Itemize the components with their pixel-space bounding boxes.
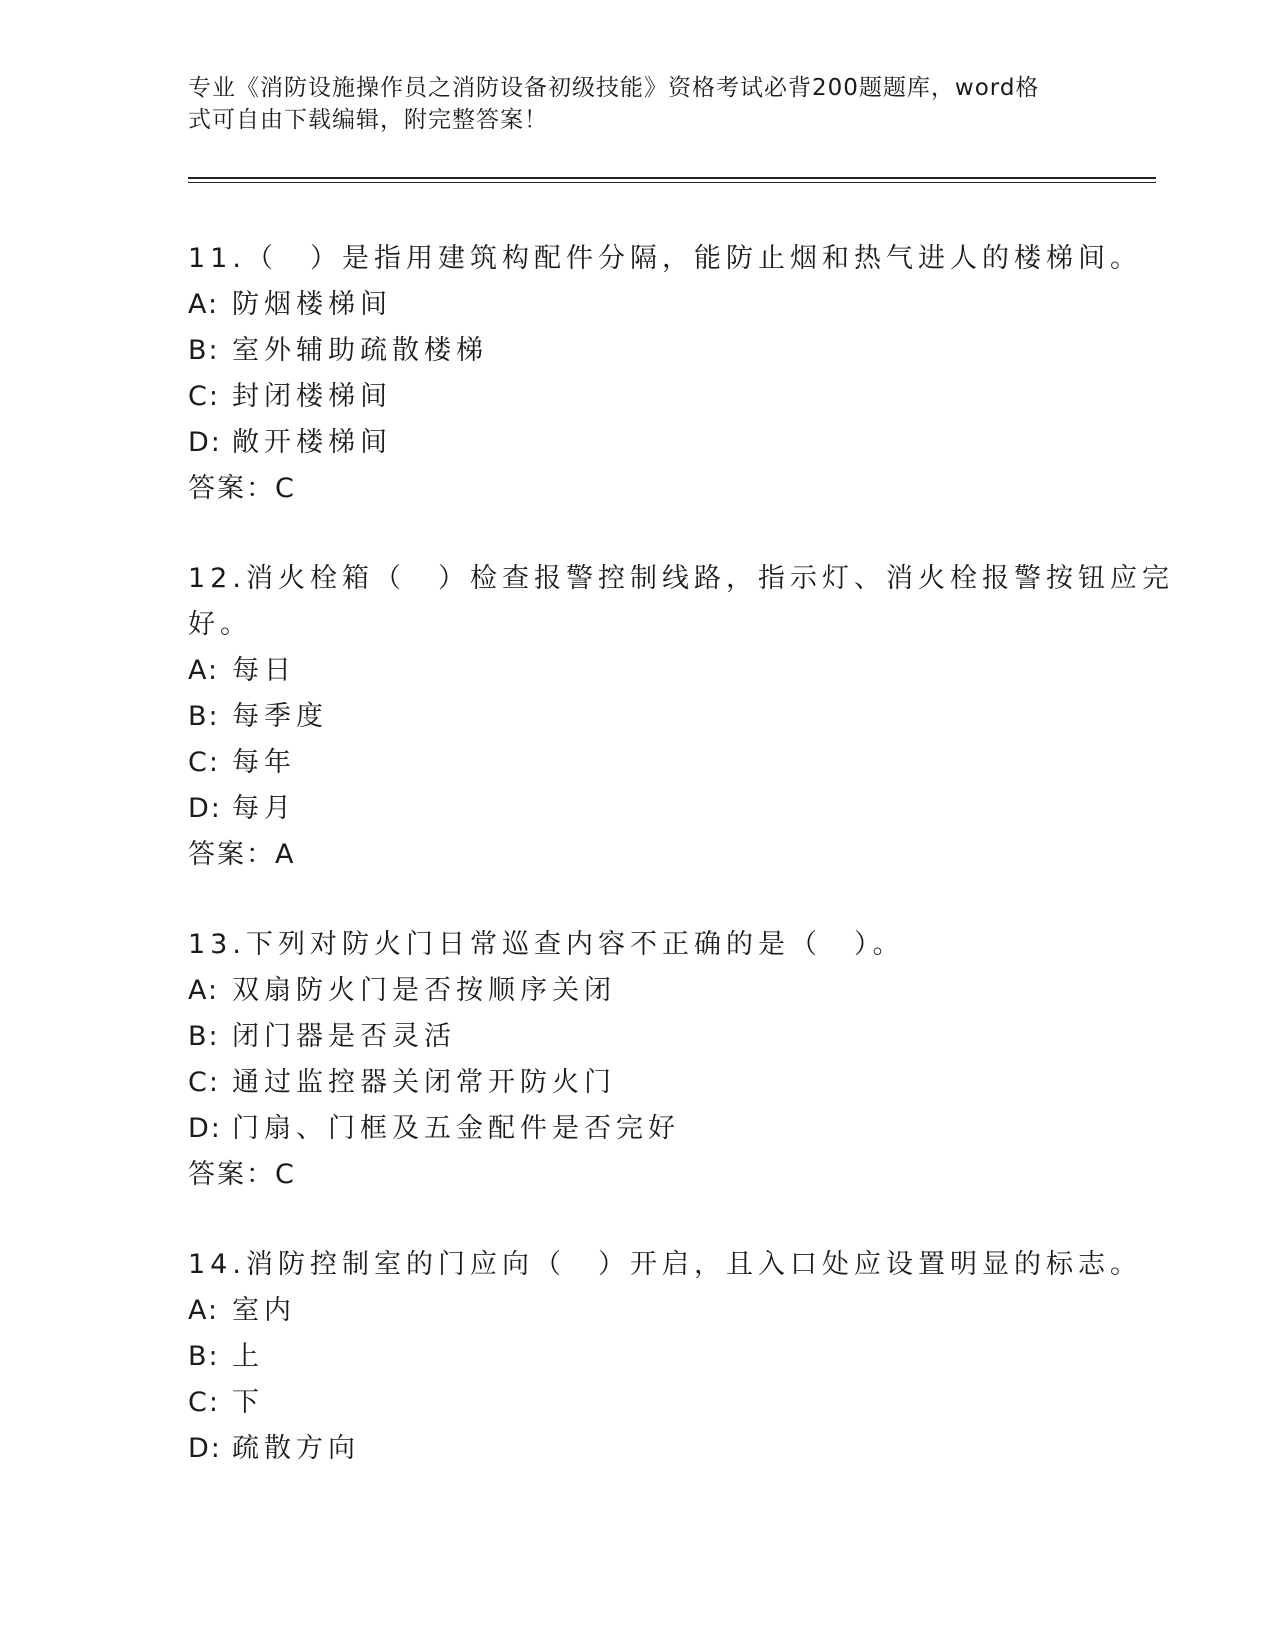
option-key: C: — [188, 747, 220, 778]
document-header — [188, 72, 1088, 136]
question-stem — [188, 1242, 1142, 1288]
option-d — [188, 1426, 1088, 1472]
option-key: D: — [188, 427, 222, 458]
option-text: 上 — [232, 1341, 264, 1372]
option-key: D: — [188, 793, 222, 824]
question-14 — [188, 1242, 1142, 1472]
option-text: 双扇防火门是否按顺序关闭 — [232, 975, 616, 1006]
option-c — [188, 1060, 1088, 1106]
option-text: 每月 — [232, 793, 296, 824]
option-text: 通过监控器关闭常开防火门 — [232, 1067, 616, 1098]
option-a — [188, 968, 1088, 1014]
option-a — [188, 1288, 1088, 1334]
option-text: 敞开楼梯间 — [232, 427, 392, 458]
option-text: 防烟楼梯间 — [232, 289, 392, 320]
option-a — [188, 282, 1088, 328]
option-b — [188, 328, 1088, 374]
question-stem — [188, 236, 1142, 282]
option-key: C: — [188, 381, 220, 412]
option-key: C: — [188, 1387, 220, 1418]
option-text: 每日 — [232, 655, 296, 686]
option-text: 室外辅助疏散楼梯 — [232, 335, 488, 366]
option-b — [188, 1014, 1088, 1060]
option-key: A: — [188, 975, 220, 1006]
header-line-1: 专业《消防设施操作员之消防设备初级技能》资格考试必背200题题库，word格 — [188, 75, 1040, 101]
question-stem — [188, 922, 1068, 968]
stem-line: 好。 — [188, 609, 252, 640]
answer-line: 答案：A — [188, 839, 296, 870]
option-text: 封闭楼梯间 — [232, 381, 392, 412]
option-b — [188, 694, 1088, 740]
option-key: A: — [188, 289, 220, 320]
option-key: B: — [188, 1021, 220, 1052]
question-list — [188, 236, 1174, 1516]
stem-line: 14.消防控制室的门应向（ ）开启，且入口处应设置明显的标志。 — [188, 1249, 1142, 1280]
option-text: 闭门器是否灵活 — [232, 1021, 456, 1052]
option-key: B: — [188, 701, 220, 732]
option-key: D: — [188, 1433, 222, 1464]
option-d — [188, 420, 1088, 466]
header-divider-thick — [188, 177, 1156, 179]
question-12 — [188, 556, 1174, 878]
option-text: 室内 — [232, 1295, 296, 1326]
option-c — [188, 1380, 1088, 1426]
stem-line: 11.（ ）是指用建筑构配件分隔，能防止烟和热气进人的楼梯间。 — [188, 243, 1142, 274]
option-text: 每年 — [232, 747, 296, 778]
question-stem — [188, 556, 1174, 648]
option-text: 门扇、门框及五金配件是否完好 — [232, 1113, 680, 1144]
option-text: 每季度 — [232, 701, 328, 732]
option-key: A: — [188, 1295, 220, 1326]
option-d — [188, 1106, 1088, 1152]
option-key: B: — [188, 335, 220, 366]
question-13 — [188, 922, 1088, 1198]
option-b — [188, 1334, 1088, 1380]
option-key: B: — [188, 1341, 220, 1372]
option-text: 疏散方向 — [232, 1433, 360, 1464]
answer-line: 答案：C — [188, 1159, 296, 1190]
stem-line: 12.消火栓箱（ ）检查报警控制线路，指示灯、消火栓报警按钮应完 — [188, 563, 1174, 594]
question-11 — [188, 236, 1142, 512]
option-key: A: — [188, 655, 220, 686]
option-d — [188, 786, 1088, 832]
option-a — [188, 648, 1088, 694]
answer-line: 答案：C — [188, 473, 296, 504]
option-key: D: — [188, 1113, 222, 1144]
option-c — [188, 374, 1088, 420]
option-text: 下 — [232, 1387, 264, 1418]
option-c — [188, 740, 1088, 786]
option-key: C: — [188, 1067, 220, 1098]
stem-line: 13.下列对防火门日常巡查内容不正确的是（ ）。 — [188, 929, 905, 960]
header-line-2: 式可自由下载编辑，附完整答案！ — [188, 107, 548, 133]
header-divider-thin — [188, 182, 1156, 183]
